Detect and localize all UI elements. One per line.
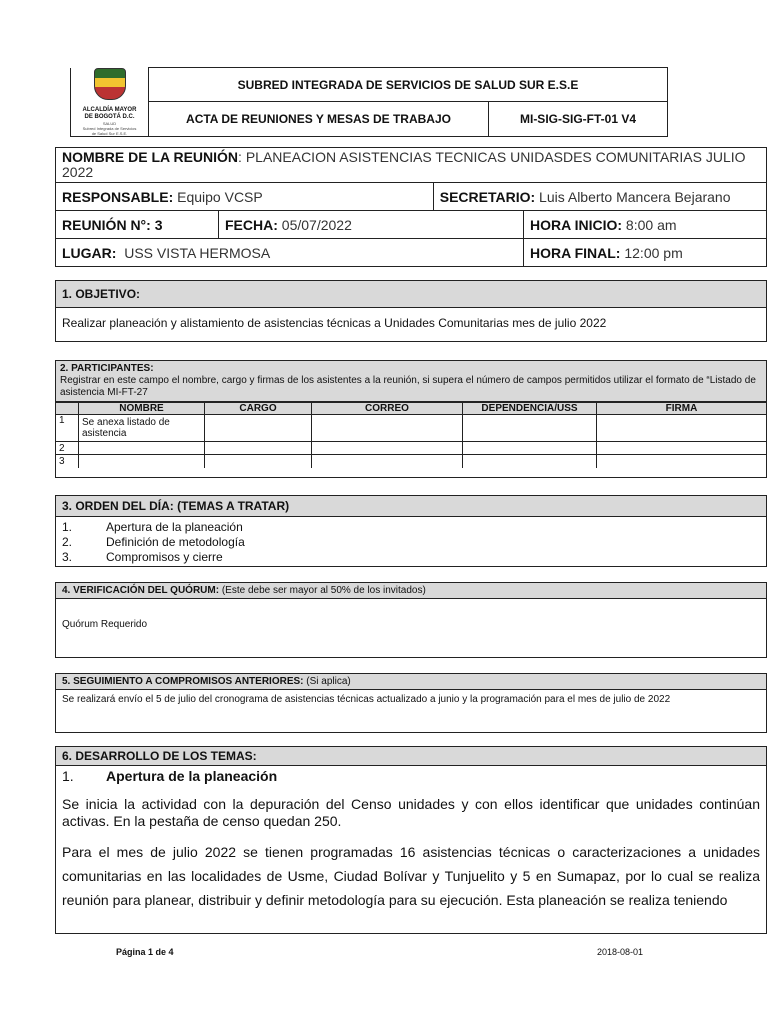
org-name: SUBRED INTEGRADA DE SERVICIOS DE SALUD SUR E.S.E xyxy=(149,68,668,102)
meeting-name: NOMBRE DE LA REUNIÓN: PLANEACION ASISTENCIAS TECNICAS UNIDASDES COMUNITARIAS JULIO 2022 xyxy=(56,148,767,183)
table-row: 2 xyxy=(56,442,766,455)
section-title: 3. ORDEN DEL DÍA: (TEMAS A TRATAR) xyxy=(56,496,766,517)
section-seguimiento xyxy=(55,673,767,733)
page-number: Página 1 de 4 xyxy=(116,947,174,957)
logo-text: ALCALDÍA MAYOR DE BOGOTÁ D.C. xyxy=(82,106,137,120)
participantes-note: Registrar en este campo el nombre, cargo y firmas de los asistentes a la reunión, si supera el número de campos permitidos utilizar el formato de “Listado de asistencia MI-FT-27 xyxy=(60,375,756,398)
col-dependencia: DEPENDENCIA/USS xyxy=(463,403,597,415)
hora-final: HORA FINAL: 12:00 pm xyxy=(524,239,767,267)
coat-of-arms-icon xyxy=(94,68,126,100)
section-title: 4. VERIFICACIÓN DEL QUÓRUM: xyxy=(62,585,220,596)
paragraph: Se inicia la actividad con la depuración del Censo unidades y con ellos identificar que unidades continúan activas. En la pestaña de censo quedan 250. xyxy=(62,796,760,829)
doc-code: MI-SIG-SIG-FT-01 V4 xyxy=(489,102,668,136)
responsable: RESPONSABLE: Equipo VCSP xyxy=(56,183,434,211)
document-header xyxy=(70,67,668,137)
col-correo: CORREO xyxy=(312,403,463,415)
subtopic-heading: 1. Apertura de la planeación xyxy=(62,768,278,784)
lugar: LUGAR: USS VISTA HERMOSA xyxy=(56,239,524,267)
section-title: 5. SEGUIMIENTO A COMPROMISOS ANTERIORES: xyxy=(62,676,304,687)
section-desarrollo xyxy=(55,746,767,934)
seguimiento-note: (Si aplica) xyxy=(303,676,351,687)
section-quorum xyxy=(55,582,767,658)
paragraph: Para el mes de julio 2022 se tienen programadas 16 asistencias técnicas o caracterizaciones a unidades comunitarias en las localidades de Usme, Ciudad Bolívar y Tunjuelito y 5 en Sumapaz, por lo cual se realiza reunión para planear, distribuir y definir metodología para su ejecución. Esta planeación se realiza teniendo xyxy=(62,844,760,908)
secretario: SECRETARIO: Luis Alberto Mancera Bejarano xyxy=(433,183,766,211)
doc-title: ACTA DE REUNIONES Y MESAS DE TRABAJO xyxy=(149,102,489,136)
section-orden xyxy=(55,495,767,567)
section-title: 2. PARTICIPANTES: xyxy=(60,363,154,374)
section-participantes xyxy=(55,360,767,478)
col-nombre: NOMBRE xyxy=(79,403,205,415)
section-title: 6. DESARROLLO DE LOS TEMAS: xyxy=(56,747,766,766)
list-item: 1. Apertura de la planeación xyxy=(62,520,243,534)
list-item: 2. Definición de metodología xyxy=(62,535,245,549)
quorum-text: Quórum Requerido xyxy=(62,619,148,630)
seguimiento-text: Se realizará envío el 5 de julio del cronograma de asistencias técnicas actualizado a junio y la programación para el mes de julio de 2022 xyxy=(62,694,671,705)
hora-inicio: HORA INICIO: 8:00 am xyxy=(524,211,767,239)
col-firma: FIRMA xyxy=(597,403,767,415)
participants-table xyxy=(56,402,766,468)
fecha: FECHA: 05/07/2022 xyxy=(219,211,524,239)
section-title: 1. OBJETIVO: xyxy=(56,281,766,308)
table-row: 3 xyxy=(56,455,766,468)
reunion-number: REUNIÓN N°: 3 xyxy=(56,211,219,239)
footer-date: 2018-08-01 xyxy=(597,947,644,957)
quorum-note: (Este debe ser mayor al 50% de los invitados) xyxy=(219,585,426,596)
section-objetivo xyxy=(55,280,767,342)
table-row: 1 Se anexa listado de asistencia xyxy=(56,415,766,442)
objetivo-text: Realizar planeación y alistamiento de asistencias técnicas a Unidades Comunitarias mes de julio 2022 xyxy=(62,316,607,330)
list-item: 3. Compromisos y cierre xyxy=(62,550,223,564)
logo-cell: ALCALDÍA MAYOR DE BOGOTÁ D.C. SALUD Subred Integrada de Servicios de Salud Sur E.S.E. xyxy=(71,68,149,137)
meeting-info xyxy=(55,147,767,267)
col-cargo: CARGO xyxy=(205,403,312,415)
